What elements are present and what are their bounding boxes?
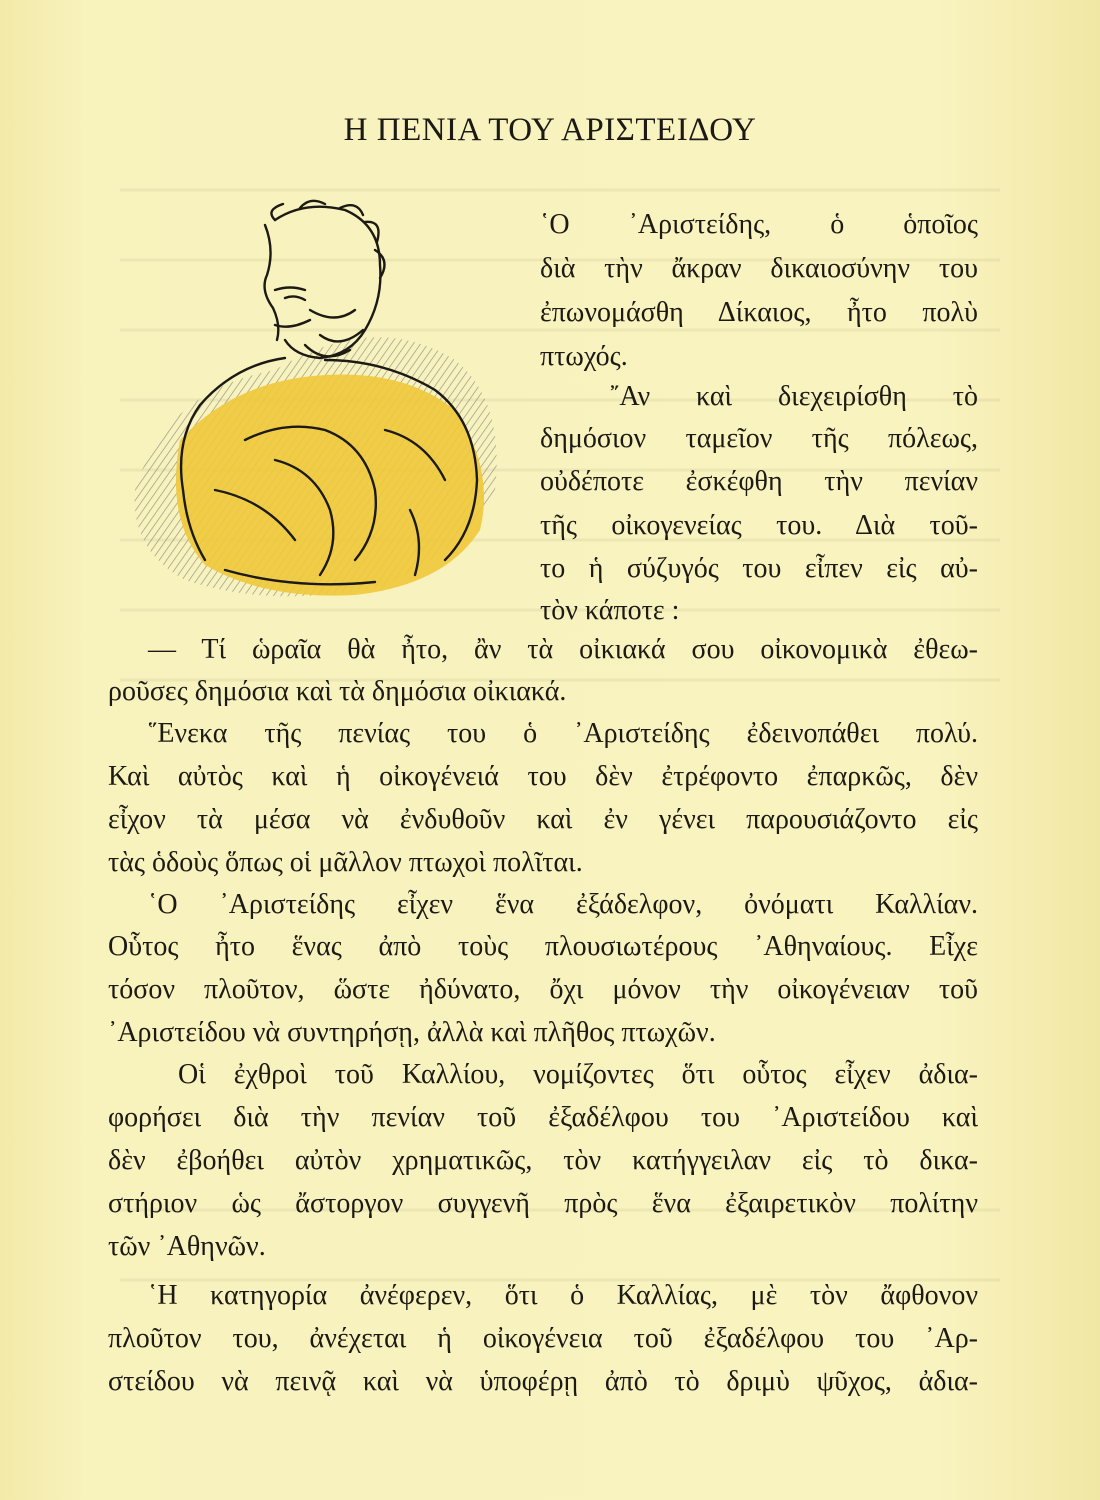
text-line: φορήσει διὰ τὴν πενίαν τοῦ ἐξαδέλφου του ᾿Αριστείδου καὶ xyxy=(108,1102,978,1133)
text-line: ῎Αν καὶ διεχειρίσθη τὸ xyxy=(610,381,978,412)
text-line: ῾Η κατηγορία ἀνέφερεν, ὅτι ὁ Καλλίας, μὲ τὸν ἄφθονον xyxy=(148,1280,978,1311)
text-line: Οἱ ἐχθροὶ τοῦ Καλλίου, νομίζοντες ὅτι οὗτος εἶχεν ἀδια- xyxy=(178,1059,978,1090)
text-line: — Τί ὡραῖα θὰ ἦτο, ἂν τὰ οἰκιακά σου οἰκονομικὰ ἐθεω- xyxy=(148,634,978,665)
text-line: ῾Ο ᾿Αριστείδης, ὁ ὁποῖος xyxy=(540,209,978,240)
text-line: ῾Ο ᾿Αριστείδης εἶχεν ἕνα ἐξάδελφον, ὀνόματι Καλλίαν. xyxy=(148,889,978,920)
text-line: το ἡ σύζυγός του εἶπεν εἰς αὐ- xyxy=(540,553,978,584)
text-line: τῶν ᾿Αθηνῶν. xyxy=(108,1231,266,1262)
text-line: τῆς οἰκογενείας του. Διὰ τοῦ- xyxy=(540,510,978,541)
text-line: Καὶ αὐτὸς καὶ ἡ οἰκογένειά του δὲν ἐτρέφοντο ἐπαρκῶς, δὲν xyxy=(108,761,978,792)
text-line: τὸν κάποτε : xyxy=(540,595,680,626)
text-line: ἐπωνομάσθη Δίκαιος, ἦτο πολὺ xyxy=(540,297,978,328)
text-line: πτωχός. xyxy=(540,341,628,372)
text-line: στείδου νὰ πεινᾷ καὶ νὰ ὑποφέρῃ ἀπὸ τὸ δριμὺ ψῦχος, ἀδια- xyxy=(108,1366,978,1397)
text-line: δὲν ἐβοήθει αὐτὸν χρηματικῶς, τὸν κατήγγειλαν εἰς τὸ δικα- xyxy=(108,1145,978,1176)
page-title: Η ΠΕΝΙΑ ΤΟΥ ΑΡΙΣΤΕΙΔΟΥ xyxy=(343,112,757,148)
aristides-portrait-illustration xyxy=(125,190,525,610)
text-line: οὐδέποτε ἐσκέφθη τὴν πενίαν xyxy=(540,466,978,497)
text-line: τόσον πλοῦτον, ὥστε ἠδύνατο, ὄχι μόνον τὴν οἰκογένειαν τοῦ xyxy=(108,974,978,1005)
text-line: ᾿Αριστείδου νὰ συντηρήσῃ, ἀλλὰ καὶ πλῆθος πτωχῶν. xyxy=(108,1017,716,1048)
text-line: πλοῦτον του, ἀνέχεται ἡ οἰκογένεια τοῦ ἐξαδέλφου του ᾿Αρ- xyxy=(108,1323,978,1354)
text-line: ροῦσες δημόσια καὶ τὰ δημόσια οἰκιακά. xyxy=(108,676,567,707)
text-line: ῞Ενεκα τῆς πενίας του ὁ ᾿Αριστείδης ἐδεινοπάθει πολύ. xyxy=(148,718,978,749)
yellow-robe-wash xyxy=(176,374,484,595)
text-line: Οὗτος ἦτο ἕνας ἀπὸ τοὺς πλουσιωτέρους ᾿Αθηναίους. Εἶχε xyxy=(108,931,978,962)
text-line: διὰ τὴν ἄκραν δικαιοσύνην του xyxy=(540,253,978,284)
text-line: στήριον ὡς ἄστοργον συγγενῆ πρὸς ἕνα ἐξαιρετικὸν πολίτην xyxy=(108,1188,978,1219)
text-line: εἶχον τὰ μέσα νὰ ἐνδυθοῦν καὶ ἐν γένει παρουσιάζοντο εἰς xyxy=(108,804,978,835)
text-line: τὰς ὁδοὺς ὅπως οἱ μᾶλλον πτωχοὶ πολῖται. xyxy=(108,847,583,878)
text-line: δημόσιον ταμεῖον τῆς πόλεως, xyxy=(540,423,978,454)
